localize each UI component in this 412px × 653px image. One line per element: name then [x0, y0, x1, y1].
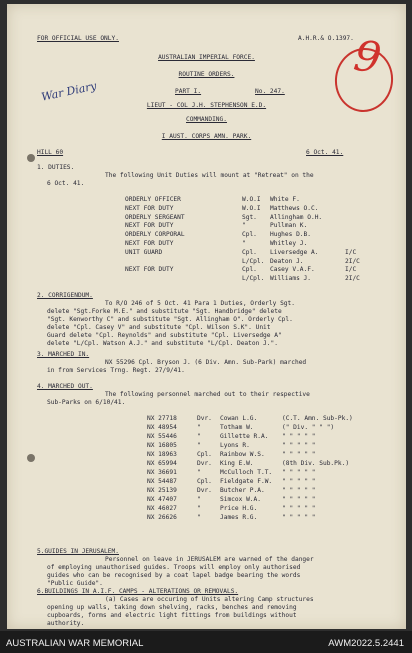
duty-role: UNIT GUARD — [125, 248, 163, 256]
duty-rank: Cpl. — [242, 231, 257, 239]
order-number: No. 247. — [255, 88, 285, 95]
text-line: Personnel on leave in JERUSALEM are warned of the danger — [105, 556, 314, 563]
duty-role: NEXT FOR DUTY — [125, 204, 174, 212]
soldier-name: Fieldgate F.W. — [220, 478, 273, 485]
duty-rank: " — [242, 240, 246, 247]
duty-rank: Sgt. — [242, 213, 257, 221]
duty-name: Whitley J. — [270, 240, 308, 247]
soldier-destination: " " " " " — [282, 487, 316, 494]
soldier-rank: Cpl. — [197, 451, 212, 458]
soldier-rank: " — [197, 424, 201, 431]
text-line: "Sgt. Kenworthy C" and substitute "Sgt. Allingham O". Orderly Cpl. — [47, 316, 293, 323]
duty-name: Hughes D.B. — [270, 231, 311, 239]
punch-hole — [27, 454, 35, 462]
part-label: PART I. — [175, 88, 202, 95]
duty-name: White F. — [270, 196, 300, 203]
duty-rank: Cpl. — [242, 248, 257, 256]
duty-grade: I/C — [345, 266, 357, 274]
duty-name: Deaton J. — [270, 257, 304, 265]
soldier-destination: (8th Div. Sub.Pk.) — [282, 460, 350, 467]
marched-out-date: Sub-Parks on 6/10/41. — [47, 399, 126, 406]
duty-role: ORDERLY SERGEANT — [125, 213, 185, 221]
soldier-name: Gillette R.A. — [220, 433, 269, 440]
folio-stamp: 9 — [331, 44, 397, 115]
duty-rank: Cpl. — [242, 266, 257, 274]
duty-grade: 2I/C — [345, 275, 360, 283]
unit-name: I AUST. CORPS AMN. PARK. — [161, 133, 252, 140]
soldier-destination: " " " " " — [282, 514, 316, 521]
duty-name: Casey V.A.F. — [270, 266, 315, 274]
buildings-title: 6.BUILDINGS IN A.I.F. CAMPS - ALTERATIONS OR REMOVALS. — [37, 588, 239, 595]
text-line: guides who can be recognised by a coat lapel badge bearing the words — [47, 572, 301, 579]
soldier-destination: " " " " " — [282, 505, 316, 512]
soldier-number: NX 65994 — [147, 460, 177, 467]
text-line: delete "L/Cpl. Watson A.J." and substitute "L/Cpl. Deaton J.". — [47, 340, 278, 347]
soldier-destination: " " " " " — [282, 496, 316, 503]
soldier-name: Totham W. — [220, 424, 254, 431]
text-line: delete "Sgt.Forke M.E." and substitute "Sgt. Handbridge" delete — [47, 308, 282, 315]
soldier-name: Lyons R. — [220, 442, 250, 449]
reference-number: A.H.R.& O.1397. — [298, 35, 354, 42]
duty-rank: L/Cpl. — [242, 257, 265, 265]
marched-out-title: 4. MARCHED OUT. — [37, 383, 93, 390]
soldier-name: McCulloch T.T. — [220, 469, 273, 476]
text-line: opening up walls, taking down shelving, racks, benches and removing — [47, 604, 297, 611]
soldier-number: NX 36691 — [147, 469, 177, 476]
soldier-number: NX 46027 — [147, 505, 177, 512]
soldier-rank: " — [197, 433, 201, 440]
soldier-number: NX 27718 — [147, 415, 177, 422]
duty-name: Liversedge A. — [270, 248, 319, 256]
soldier-name: Cowan L.G. — [220, 415, 258, 422]
marched-out-intro: The following personnel marched out to their respective — [105, 391, 310, 398]
text-line: Guard delete "Cpl. Reynolds" and substitute "Cpl. Liversedge A" — [47, 332, 282, 339]
soldier-name: Butcher P.A. — [220, 487, 265, 494]
text-line: "Public Guide". — [47, 580, 103, 587]
duty-rank: " — [242, 222, 246, 230]
duty-name: Matthews O.C. — [270, 204, 319, 212]
duties-intro: The following Unit Duties will mount at "Retreat" on the — [105, 172, 314, 179]
soldier-number: NX 26626 — [147, 514, 177, 521]
duty-role: NEXT FOR DUTY — [125, 266, 174, 274]
text-line: authority. — [47, 620, 85, 627]
soldier-name: Simcox W.A. — [220, 496, 261, 503]
soldier-rank: " — [197, 469, 201, 476]
punch-hole — [27, 154, 35, 162]
text-line: of employing unauthorised guides. Troops will employ only authorised — [47, 564, 301, 571]
duty-role: ORDERLY CORPORAL — [125, 231, 185, 239]
soldier-destination: " " " " " — [282, 433, 316, 440]
soldier-rank: Dvr. — [197, 460, 212, 467]
soldier-destination: " " " " " — [282, 469, 316, 476]
soldier-number: NX 48954 — [147, 424, 177, 431]
force-heading: AUSTRALIAN IMPERIAL FORCE. — [158, 54, 255, 61]
archive-name: AUSTRALIAN WAR MEMORIAL — [6, 638, 144, 649]
catalogue-number: AWM2022.5.2441 — [328, 638, 404, 649]
soldier-number: NX 16805 — [147, 442, 177, 449]
soldier-rank: Dvr. — [197, 487, 212, 494]
soldier-rank: Dvr. — [197, 415, 212, 422]
duty-rank: W.O.I — [242, 196, 261, 203]
soldier-name: James R.G. — [220, 514, 258, 521]
text-line: (a) Cases are occuring of Units altering Camp structures — [105, 596, 314, 603]
corrigendum-title: 2. CORRIGENDUM. — [37, 292, 93, 299]
soldier-destination: " " " " " — [282, 478, 316, 485]
duty-role: NEXT FOR DUTY — [125, 222, 174, 230]
soldier-rank: " — [197, 505, 201, 512]
duty-role: NEXT FOR DUTY — [125, 240, 174, 247]
soldier-destination: " " " " " — [282, 442, 316, 449]
duties-date: 6 Oct. 41. — [47, 180, 85, 187]
text-line: cupboards, forms and electric light fittings from buildings without — [47, 612, 297, 619]
duty-rank: L/Cpl. — [242, 275, 265, 283]
soldier-destination: " " " " " — [282, 451, 316, 458]
soldier-name: Rainbow W.S. — [220, 451, 265, 458]
duty-grade: 2I/C — [345, 257, 360, 265]
soldier-rank: " — [197, 442, 201, 449]
guides-title: 5.GUIDES IN JERUSALEM. — [37, 548, 119, 555]
duty-name: Pullman K. — [270, 222, 308, 230]
commanding-label: COMMANDING. — [186, 116, 227, 123]
text-line: To R/O 246 of 5 Oct. 41 Para 1 Duties, Orderly Sgt. — [105, 300, 295, 307]
soldier-rank: " — [197, 514, 201, 521]
location: HILL 60 — [37, 149, 64, 156]
soldier-number: NX 18963 — [147, 451, 177, 458]
duties-title: 1. DUTIES. — [37, 164, 75, 171]
soldier-name: Price H.G. — [220, 505, 258, 512]
official-use-label: FOR OFFICIAL USE ONLY. — [37, 35, 119, 42]
soldier-rank: " — [197, 496, 201, 503]
commander-name: LIEUT - COL J.H. STEPHENSON E.D. — [146, 102, 267, 109]
soldier-destination: (C.T. Amn. Sub-Pk.) — [282, 415, 353, 422]
war-diary-annotation: War Diary — [40, 79, 98, 104]
soldier-number: NX 55446 — [147, 433, 177, 440]
text-line: in from Services Trng. Regt. 27/9/41. — [47, 367, 185, 374]
duty-grade: I/C — [345, 248, 357, 256]
document-page — [7, 4, 406, 629]
soldier-number: NX 25139 — [147, 487, 177, 494]
duty-name: Williams J. — [270, 275, 311, 283]
archive-footer — [0, 631, 412, 653]
duty-name: Allingham O.H. — [270, 213, 323, 221]
marched-in-title: 3. MARCHED IN. — [37, 351, 90, 358]
soldier-rank: Cpl. — [197, 478, 212, 485]
soldier-destination: (" Div. " " ") — [282, 424, 335, 431]
orders-heading: ROUTINE ORDERS. — [178, 71, 235, 78]
order-date: 6 Oct. 41. — [306, 149, 344, 156]
duty-role: ORDERLY OFFICER — [125, 196, 181, 203]
text-line: NX 55296 Cpl. Bryson J. (6 Div. Amn. Sub-Park) marched — [105, 359, 307, 366]
duty-rank: W.O.I — [242, 204, 261, 212]
soldier-number: NX 54487 — [147, 478, 177, 485]
soldier-name: King E.W. — [220, 460, 254, 467]
soldier-number: NX 47407 — [147, 496, 177, 503]
text-line: delete "Cpl. Casey V" and substitute "Cpl. Wilson S.K". Unit — [47, 324, 271, 331]
